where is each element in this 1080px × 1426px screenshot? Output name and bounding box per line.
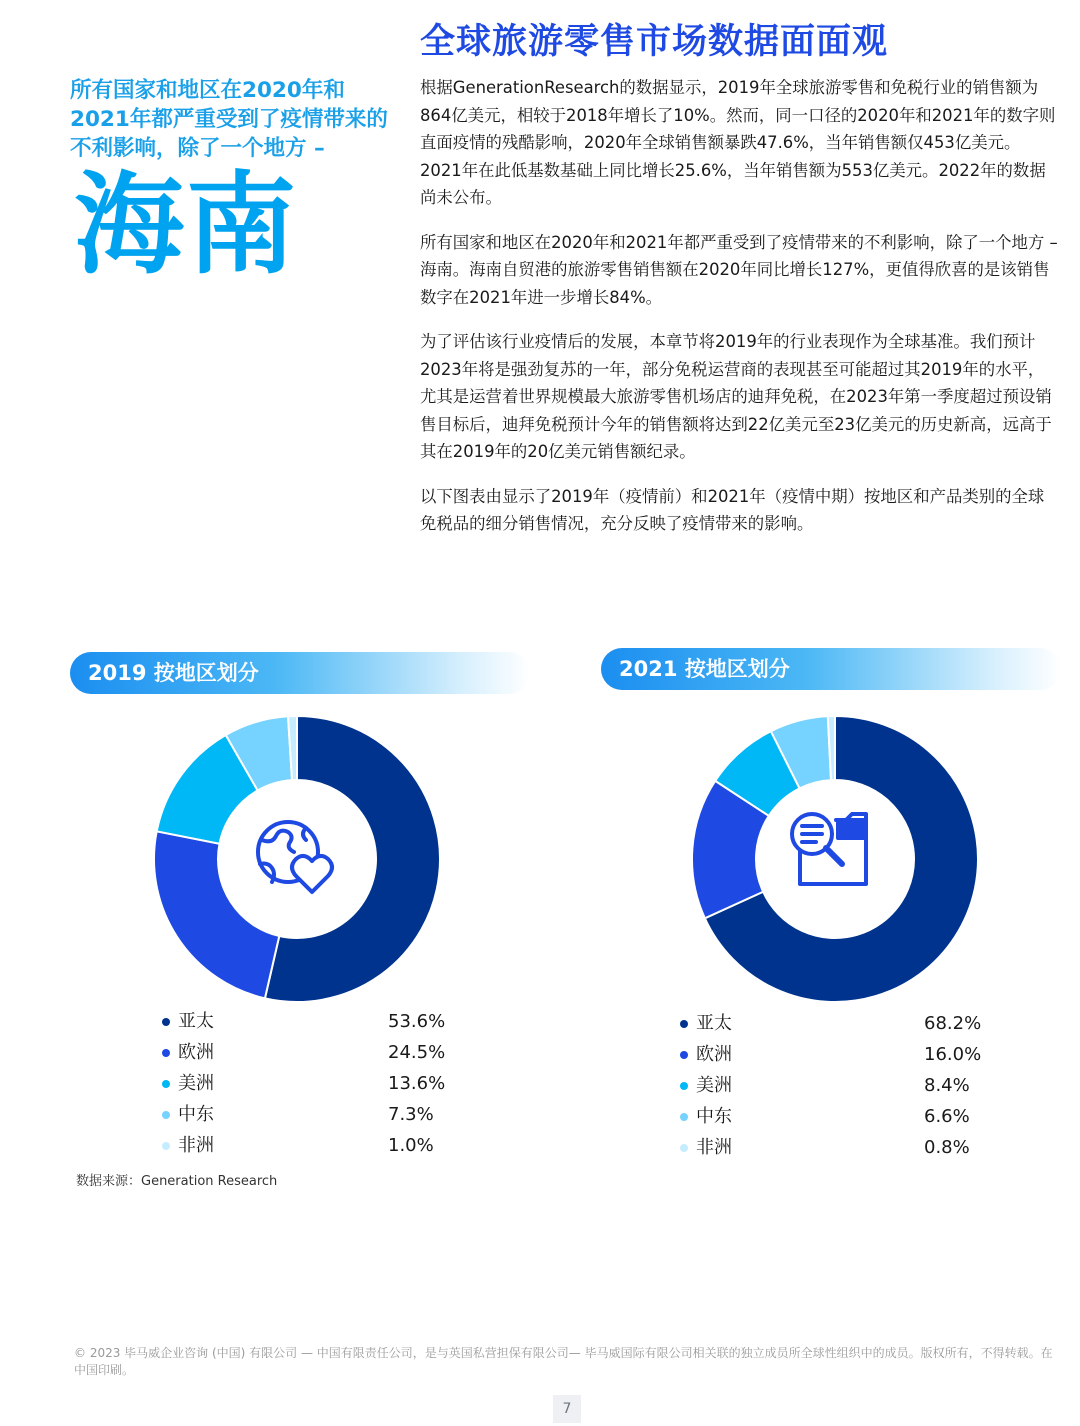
- legend-label: 欧洲: [696, 1044, 732, 1065]
- legend-dot-icon: [162, 1049, 170, 1057]
- legend-item: [680, 1070, 1000, 1101]
- globe-heart-icon: [258, 822, 332, 892]
- legend-dot-icon: [680, 1051, 688, 1059]
- donut-chart-2019: [154, 716, 440, 1002]
- legend-dot-icon: [680, 1020, 688, 1028]
- copyright-footer: © 2023 毕马威企业咨询 (中国) 有限公司 — 中国有限责任公司，是与英国私营担保有限公司— 毕马威国际有限公司相关联的独立成员所全球性组织中的成员。版权所有，不得转载。在中国印刷。: [74, 1346, 1053, 1377]
- legend-value: 16.0%: [924, 1044, 982, 1065]
- legend-2019: [162, 1006, 462, 1161]
- legend-dot-icon: [680, 1144, 688, 1152]
- chart-title-2019: 2019 按地区划分: [70, 652, 530, 694]
- legend-dot-icon: [680, 1082, 688, 1090]
- legend-label: 亚太: [696, 1013, 732, 1034]
- legend-item: [162, 1006, 462, 1037]
- legend-2021: [680, 1008, 1000, 1163]
- legend-label: 欧洲: [178, 1042, 214, 1063]
- legend-label: 非洲: [696, 1137, 732, 1158]
- page-title: 全球旅游零售市场数据面面观: [420, 22, 889, 62]
- body-text: [420, 74, 1060, 555]
- legend-value: 6.6%: [924, 1106, 970, 1127]
- data-source: 数据来源：Generation Research: [76, 1174, 278, 1189]
- legend-value: 8.4%: [924, 1075, 970, 1096]
- legend-label: 美洲: [696, 1075, 732, 1096]
- legend-dot-icon: [162, 1018, 170, 1026]
- paragraph: 为了评估该行业疫情后的发展，本章节将2019年的行业表现作为全球基准。我们预计2023年将是强劲复苏的一年，部分免税运营商的表现甚至可能超过其2019年的水平，尤其是运营着世界规模最大旅游零售机场店的迪拜免税，在2023年第一季度超过预设销售目标后，迪拜免税预计今年的销售额将达到22亿美元至23亿美元的历史新高，远高于其在2019年的20亿美元销售额纪录。: [420, 332, 1052, 461]
- paragraph: 根据GenerationResearch的数据显示，2019年全球旅游零售和免税行业的销售额为864亿美元，相较于2018年增长了10%。然而，同一口径的2020年和2021年的数字则直面疫情的残酷影响，2020年全球销售额暴跌47.6%，当年销售额仅453亿美元。2021年在此低基数基础上同比增长25.6%，当年销售额为553亿美元。2022年的数据尚未公布。: [420, 78, 1056, 207]
- legend-value: 68.2%: [924, 1013, 982, 1034]
- folder-search-icon: [792, 814, 866, 884]
- legend-item: [680, 1039, 1000, 1070]
- legend-label: 非洲: [178, 1135, 214, 1156]
- page-number: 7: [553, 1395, 581, 1423]
- legend-label: 中东: [178, 1104, 214, 1125]
- legend-item: [162, 1037, 462, 1068]
- legend-dot-icon: [162, 1142, 170, 1150]
- highlight-word: 海南: [74, 161, 298, 289]
- pull-quote: 所有国家和地区在2020年和2021年都严重受到了疫情带来的不利影响，除了一个地方 –: [70, 78, 388, 161]
- legend-label: 亚太: [178, 1011, 214, 1032]
- legend-value: 53.6%: [388, 1011, 446, 1032]
- paragraph: 以下图表由显示了2019年（疫情前）和2021年（疫情中期）按地区和产品类别的全球免税品的细分销售情况，充分反映了疫情带来的影响。: [420, 486, 1045, 533]
- legend-item: [680, 1008, 1000, 1039]
- legend-item: [680, 1101, 1000, 1132]
- legend-label: 美洲: [178, 1073, 214, 1094]
- legend-item: [162, 1130, 462, 1161]
- chart-title-2021: 2021 按地区划分: [601, 648, 1061, 690]
- legend-item: [162, 1099, 462, 1130]
- legend-value: 0.8%: [924, 1137, 970, 1158]
- legend-dot-icon: [680, 1113, 688, 1121]
- legend-label: 中东: [696, 1106, 732, 1127]
- legend-item: [162, 1068, 462, 1099]
- donut-chart-2021: [692, 716, 978, 1002]
- legend-item: [680, 1132, 1000, 1163]
- legend-value: 1.0%: [388, 1135, 434, 1156]
- donut-slice-欧洲: [154, 831, 279, 998]
- paragraph: 所有国家和地区在2020年和2021年都严重受到了疫情带来的不利影响，除了一个地方 – 海南。海南自贸港的旅游零售销售额在2020年同比增长127%，更值得欣喜的是该销售数字在2021年进一步增长84%。: [420, 232, 1058, 307]
- legend-dot-icon: [162, 1111, 170, 1119]
- legend-value: 7.3%: [388, 1104, 434, 1125]
- legend-dot-icon: [162, 1080, 170, 1088]
- legend-value: 24.5%: [388, 1042, 446, 1063]
- legend-value: 13.6%: [388, 1073, 446, 1094]
